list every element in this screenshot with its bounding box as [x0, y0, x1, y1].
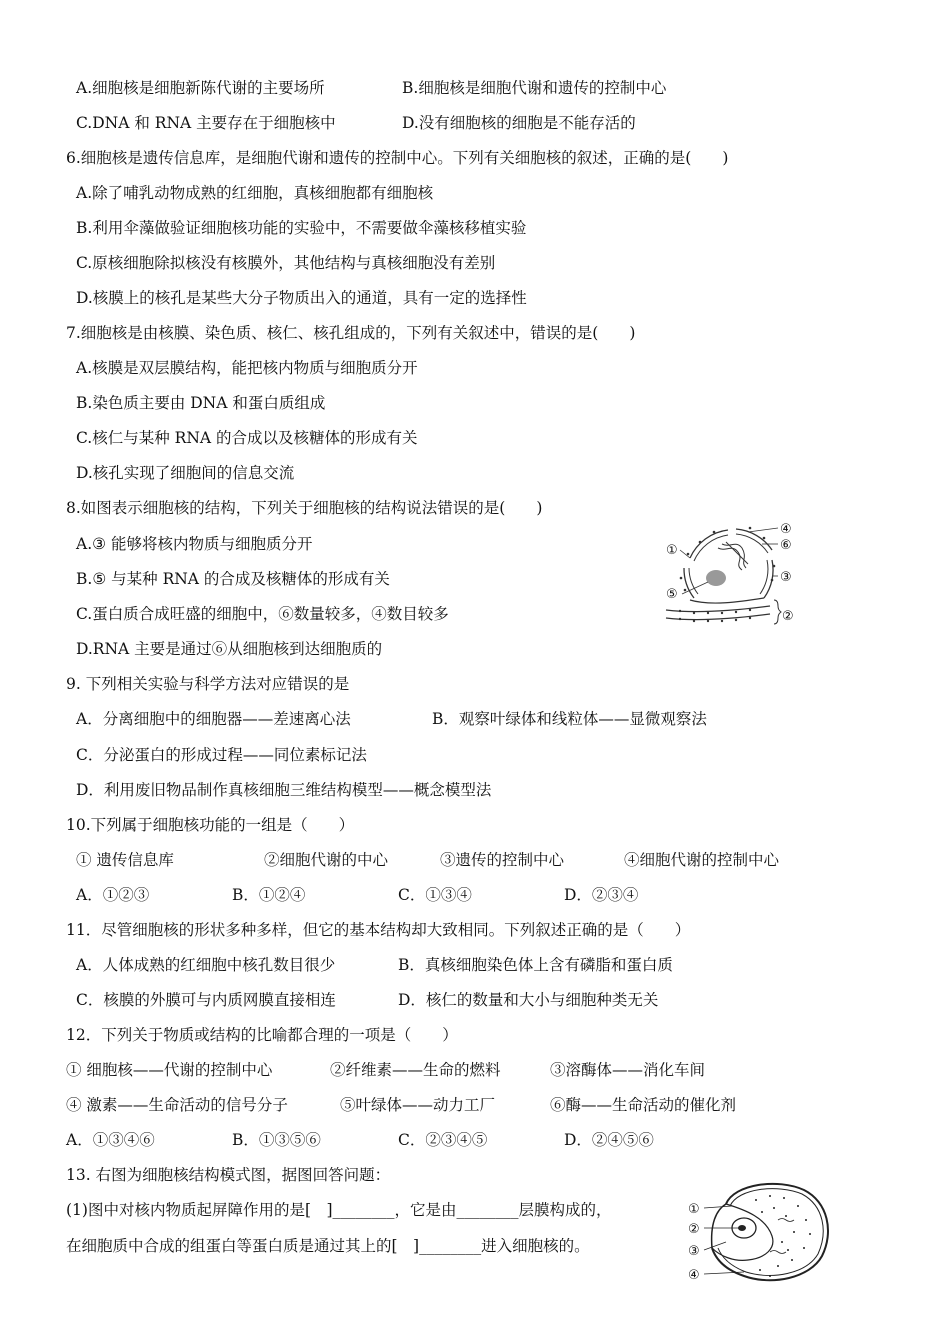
- q10-item-3: ③遗传的控制中心: [440, 851, 565, 869]
- q13-fig-label-1: ①: [688, 1202, 700, 1217]
- q11-option-c: C．核膜的外膜可与内质网膜直接相连: [76, 991, 336, 1009]
- nucleus-model-figure: [686, 1176, 836, 1288]
- q12-option-c: C．②③④⑤: [398, 1131, 488, 1149]
- q11-option-d: D．核仁的数量和大小与细胞种类无关: [398, 991, 659, 1009]
- q10-item-2: ②细胞代谢的中心: [264, 851, 389, 869]
- q8-fig-label-1: ①: [666, 543, 678, 558]
- q8-fig-label-4: ④: [780, 522, 792, 537]
- q13-fig-label-3: ③: [688, 1244, 700, 1259]
- q6-option-d: D.核膜上的核孔是某些大分子物质出入的通道，具有一定的选择性: [76, 289, 527, 307]
- q12-item-4: ④ 激素——生命活动的信号分子: [66, 1096, 288, 1114]
- q8-option-b: B.⑤ 与某种 RNA 的合成及核糖体的形成有关: [76, 570, 390, 588]
- q13-part1-line1: (1)图中对核内物质起屏障作用的是[ ]________，它是由________层膜构成的，: [66, 1201, 612, 1219]
- q12-item-5: ⑤叶绿体——动力工厂: [340, 1096, 496, 1114]
- q9-option-a: A．分离细胞中的细胞器——差速离心法: [76, 710, 351, 728]
- q12-stem: 12．下列关于物质或结构的比喻都合理的一项是（ ）: [66, 1026, 458, 1044]
- q9-option-b: B．观察叶绿体和线粒体——显微观察法: [432, 710, 707, 728]
- q8-option-a: A.③ 能够将核内物质与细胞质分开: [76, 535, 313, 553]
- q12-item-1: ① 细胞核——代谢的控制中心: [66, 1061, 273, 1079]
- q7-option-a: A.核膜是双层膜结构，能把核内物质与细胞质分开: [76, 359, 418, 377]
- q6-option-c: C.原核细胞除拟核没有核膜外，其他结构与真核细胞没有差别: [76, 254, 496, 272]
- q13-fig-label-4: ④: [688, 1268, 700, 1283]
- q9-option-c: C．分泌蛋白的形成过程——同位素标记法: [76, 746, 367, 764]
- q7-option-b: B.染色质主要由 DNA 和蛋白质组成: [76, 394, 326, 412]
- q7-option-c: C.核仁与某种 RNA 的合成以及核糖体的形成有关: [76, 429, 418, 447]
- q7-option-d: D.核孔实现了细胞间的信息交流: [76, 464, 295, 482]
- q8-stem: 8.如图表示细胞核的结构，下列关于细胞核的结构说法错误的是( ): [66, 499, 543, 517]
- q8-fig-label-2: ②: [782, 609, 794, 624]
- q5-option-a: A.细胞核是细胞新陈代谢的主要场所: [76, 79, 325, 97]
- q13-fig-label-2: ②: [688, 1222, 700, 1237]
- q10-stem: 10.下列属于细胞核功能的一组是（ ）: [66, 816, 355, 834]
- q12-item-6: ⑥酶——生命活动的催化剂: [550, 1096, 737, 1114]
- q6-stem: 6.细胞核是遗传信息库，是细胞代谢和遗传的控制中心。下列有关细胞核的叙述，正确的是( ): [66, 149, 729, 167]
- q5-option-b: B.细胞核是细胞代谢和遗传的控制中心: [402, 79, 667, 97]
- q12-item-3: ③溶酶体——消化车间: [550, 1061, 706, 1079]
- q11-option-b: B．真核细胞染色体上含有磷脂和蛋白质: [398, 956, 673, 974]
- q5-option-d: D.没有细胞核的细胞是不能存活的: [402, 114, 636, 132]
- q12-option-b: B．①③⑤⑥: [232, 1131, 321, 1149]
- q12-option-d: D．②④⑤⑥: [564, 1131, 654, 1149]
- q8-option-c: C.蛋白质合成旺盛的细胞中，⑥数量较多，④数目较多: [76, 605, 449, 623]
- q8-fig-label-5: ⑤: [666, 587, 678, 602]
- q13-stem: 13. 右图为细胞核结构模式图，据图回答问题：: [66, 1166, 391, 1184]
- q8-fig-label-3: ③: [780, 570, 792, 585]
- q9-stem: 9. 下列相关实验与科学方法对应错误的是: [66, 675, 350, 693]
- q6-option-b: B.利用伞藻做验证细胞核功能的实验中，不需要做伞藻核移植实验: [76, 219, 527, 237]
- q11-option-a: A．人体成熟的红细胞中核孔数目很少: [76, 956, 336, 974]
- q7-stem: 7.细胞核是由核膜、染色质、核仁、核孔组成的，下列有关叙述中，错误的是( ): [66, 324, 636, 342]
- q6-option-a: A.除了哺乳动物成熟的红细胞，真核细胞都有细胞核: [76, 184, 434, 202]
- q10-option-d: D．②③④: [564, 886, 639, 904]
- q10-item-4: ④细胞代谢的控制中心: [624, 851, 780, 869]
- q13-part1-line2: 在细胞质中合成的组蛋白等蛋白质是通过其上的[ ]________进入细胞核的。: [66, 1237, 590, 1255]
- q10-option-b: B．①②④: [232, 886, 306, 904]
- q8-fig-label-6: ⑥: [780, 538, 792, 553]
- nucleus-structure-figure: [660, 518, 800, 630]
- q10-option-a: A．①②③: [76, 886, 150, 904]
- q11-stem: 11．尽管细胞核的形状多种多样，但它的基本结构却大致相同。下列叙述正确的是（ ）: [66, 921, 691, 939]
- q5-option-c: C.DNA 和 RNA 主要存在于细胞核中: [76, 114, 336, 132]
- q12-option-a: A．①③④⑥: [66, 1131, 155, 1149]
- q8-option-d: D.RNA 主要是通过⑥从细胞核到达细胞质的: [76, 640, 383, 658]
- q9-option-d: D．利用废旧物品制作真核细胞三维结构模型——概念模型法: [76, 781, 492, 799]
- q10-option-c: C．①③④: [398, 886, 472, 904]
- q12-item-2: ②纤维素——生命的燃料: [330, 1061, 501, 1079]
- q10-item-1: ① 遗传信息库: [76, 851, 174, 869]
